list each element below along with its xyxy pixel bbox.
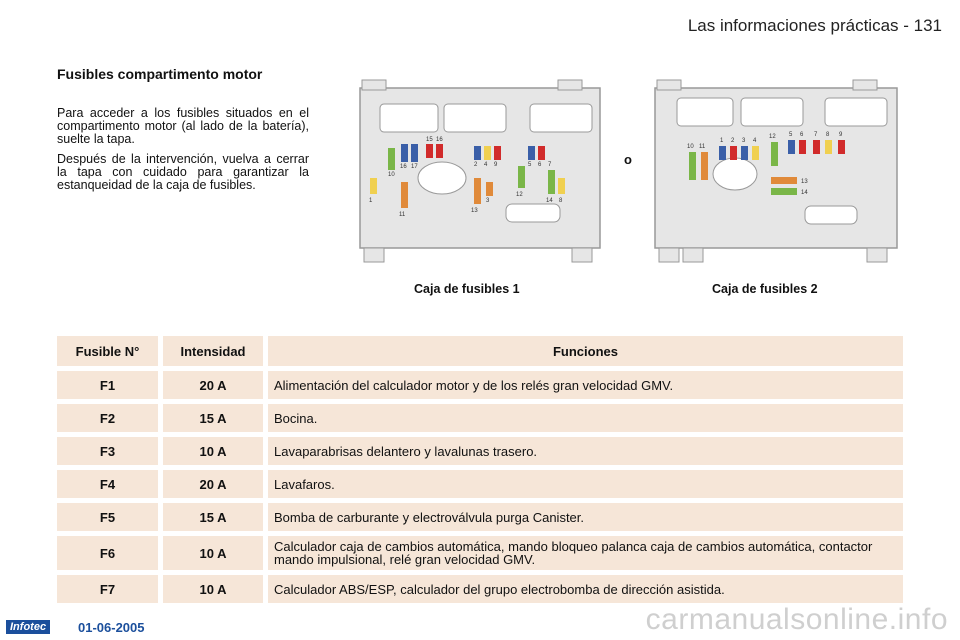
box1-label: 16	[400, 164, 407, 170]
box1-label: 10	[388, 172, 395, 178]
fuse-amps: 10 A	[163, 437, 268, 465]
box2-label: 5	[789, 132, 793, 138]
page-header: Las informaciones prácticas - 131	[687, 16, 942, 35]
box1-label: 17	[411, 164, 418, 170]
fuse-box-2-diagram	[653, 78, 901, 264]
fuse-box-2-caption: Caja de fusibles 2	[712, 282, 818, 296]
fuse-amps: 10 A	[163, 575, 268, 603]
fuse-function: Calculador ABS/ESP, calculador del grupo electrobomba de dirección asistida.	[268, 575, 903, 603]
fuse-number: F6	[57, 536, 163, 570]
box2-label: 3	[742, 138, 746, 144]
box1-label: 9	[494, 162, 498, 168]
table-header-row	[57, 336, 903, 366]
box1-label: 4	[484, 162, 488, 168]
fuse-number: F7	[57, 575, 163, 603]
box2-label: 14	[801, 190, 808, 196]
fuse-amps: 20 A	[163, 470, 268, 498]
table-row	[57, 371, 903, 399]
box2-label: 1	[720, 138, 724, 144]
fuse-function: Calculador caja de cambios automática, mando bloqueo palanca caja de cambios automática, contactor mando impulsional, relé gran velocidad GMV.	[268, 536, 903, 570]
fuse-function: Bomba de carburante y electroválvula purga Canister.	[268, 503, 903, 531]
header-fuse-number: Fusible N°	[57, 336, 163, 366]
fuse-amps: 10 A	[163, 536, 268, 570]
box1-label: 5	[528, 162, 532, 168]
table-row	[57, 404, 903, 432]
intro-paragraph-1: Para acceder a los fusibles situados en el compartimento motor (al lado de la batería), suelte la tapa.	[57, 106, 309, 146]
footer-date: 01-06-2005	[78, 620, 145, 635]
watermark: carmanualsonline.info	[645, 603, 948, 636]
box1-label: 3	[486, 198, 490, 204]
box2-label: 4	[753, 138, 757, 144]
table-row	[57, 575, 903, 603]
section-title: Fusibles compartimento motor	[57, 66, 263, 82]
box1-label: 1	[369, 198, 373, 204]
box2-label: 13	[801, 179, 808, 185]
infotec-badge: Infotec	[6, 620, 50, 634]
box1-label: 11	[399, 212, 406, 218]
box2-label: 9	[839, 132, 843, 138]
fuse-amps: 20 A	[163, 371, 268, 399]
fuse-box-1-diagram	[358, 78, 606, 264]
box2-label: 7	[814, 132, 818, 138]
fuse-function: Bocina.	[268, 404, 903, 432]
box2-label: 6	[800, 132, 804, 138]
box1-label: 12	[516, 192, 523, 198]
table-row	[57, 536, 903, 570]
box2-label: 2	[731, 138, 735, 144]
fuse-function: Alimentación del calculador motor y de los relés gran velocidad GMV.	[268, 371, 903, 399]
box1-label: 14	[546, 198, 553, 204]
box1-label: 13	[471, 208, 478, 214]
fuse-number: F1	[57, 371, 163, 399]
box2-label: 12	[769, 134, 776, 140]
fuse-function: Lavafaros.	[268, 470, 903, 498]
fuse-box-1-caption: Caja de fusibles 1	[414, 282, 520, 296]
intro-paragraph-2: Después de la intervención, vuelva a cerrar la tapa con cuidado para garantizar la estanqueidad de la caja de fusibles.	[57, 152, 309, 192]
intro-text	[57, 107, 309, 199]
or-label: o	[624, 152, 632, 167]
fuse-number: F3	[57, 437, 163, 465]
fuse-amps: 15 A	[163, 503, 268, 531]
table-row	[57, 437, 903, 465]
table-row	[57, 470, 903, 498]
box1-label: 6	[538, 162, 542, 168]
fuse-number: F4	[57, 470, 163, 498]
box2-label: 11	[699, 144, 706, 150]
fuse-amps: 15 A	[163, 404, 268, 432]
box1-label: 8	[559, 198, 563, 204]
fuse-number: F2	[57, 404, 163, 432]
box1-label: 7	[548, 162, 552, 168]
box1-label: 15	[426, 137, 433, 143]
fuse-table	[57, 331, 903, 608]
header-functions: Funciones	[268, 336, 903, 366]
box2-label: 10	[687, 144, 694, 150]
header-intensity: Intensidad	[163, 336, 268, 366]
fuse-function: Lavaparabrisas delantero y lavalunas trasero.	[268, 437, 903, 465]
box1-label: 16	[436, 137, 443, 143]
box1-label: 2	[474, 162, 478, 168]
fuse-number: F5	[57, 503, 163, 531]
table-row	[57, 503, 903, 531]
box2-label: 8	[826, 132, 830, 138]
